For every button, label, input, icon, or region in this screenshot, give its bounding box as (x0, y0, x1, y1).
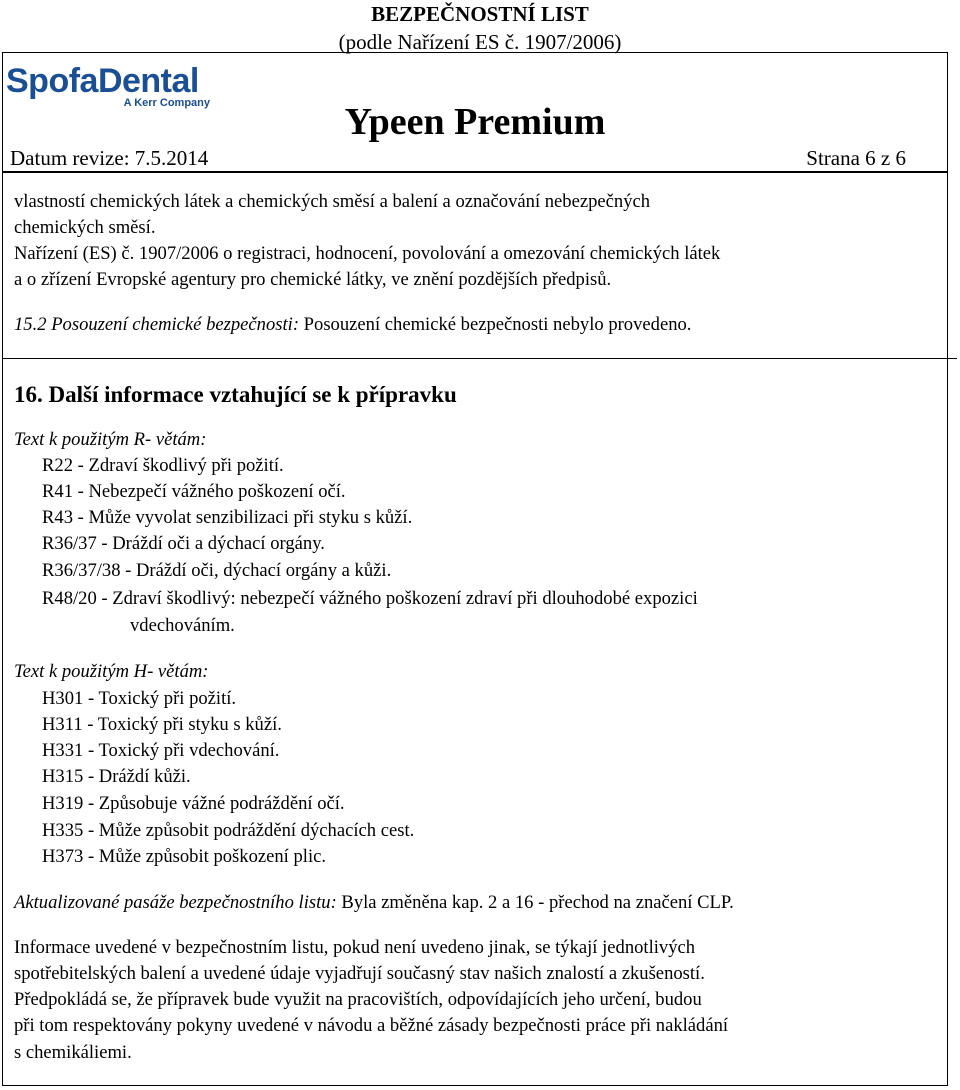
updated-passages-value: Byla změněna kap. 2 a 16 - přechod na značení CLP. (336, 892, 734, 913)
info-line: Informace uvedené v bezpečnostním listu, pokud není uvedeno jinak, se týkají jednotlivých (14, 937, 696, 958)
h-phrase-item: H315 - Dráždí kůži. (42, 766, 191, 787)
h-phrase-item: H331 - Toxický při vdechování. (42, 740, 280, 761)
text-line: chemických směsí. (14, 217, 156, 238)
info-line: spotřebitelských balení a uvedené údaje vyjadřují současný stav našich znalostí a zkušeností. (14, 963, 705, 984)
section-divider (2, 358, 957, 359)
product-name: Ypeen Premium (344, 101, 606, 143)
text-line: a o zřízení Evropské agentury pro chemické látky, ve znění pozdějších předpisů. (14, 269, 612, 290)
info-line: Předpokládá se, že přípravek bude využit na pracovištích, odpovídajících jeho určení, budou (14, 989, 702, 1010)
text-line: Nařízení (ES) č. 1907/2006 o registraci, hodnocení, povolování a omezování chemických látek (14, 243, 721, 264)
r-phrase-item: R43 - Může vyvolat senzibilizaci při styku s kůží. (42, 507, 413, 528)
section-16-heading: 16. Další informace vztahující se k přípravku (14, 382, 457, 407)
section-15-2 (14, 314, 691, 336)
h-phrase-item: H335 - Může způsobit podráždění dýchacích cest. (42, 820, 415, 841)
h-phrase-item: H319 - Způsobuje vážné podráždění očí. (42, 793, 345, 814)
h-phrase-item: H373 - Může způsobit poškození plic. (42, 846, 327, 867)
updated-passages (14, 892, 734, 914)
r-phrase-item: R22 - Zdraví škodlivý při požití. (42, 455, 284, 476)
page-number: Strana 6 z 6 (806, 146, 906, 170)
h-phrase-item: H311 - Toxický při styku s kůží. (42, 714, 282, 735)
document-title: BEZPEČNOSTNÍ LIST (371, 2, 589, 26)
r-phrase-item-continuation: vdechováním. (130, 615, 235, 636)
r-phrase-item: R41 - Nebezpečí vážného poškození očí. (42, 481, 346, 502)
section-15-2-value: Posouzení chemické bezpečnosti nebylo provedeno. (299, 314, 692, 335)
logo-tagline: A Kerr Company (123, 97, 210, 109)
section-15-2-label: 15.2 Posouzení chemické bezpečnosti: (14, 314, 300, 335)
revision-date: Datum revize: 7.5.2014 (10, 146, 209, 170)
logo-wordmark: SpofaDental (6, 62, 199, 100)
r-phrase-item: R36/37/38 - Dráždí oči, dýchací orgány a kůži. (42, 560, 392, 581)
info-line: s chemikáliemi. (14, 1042, 132, 1063)
updated-passages-label: Aktualizované pasáže bezpečnostního listu: (14, 892, 337, 913)
text-line: vlastností chemických látek a chemických směsí a balení a označování nebezpečných (14, 191, 651, 212)
r-phrase-item: R48/20 - Zdraví škodlivý: nebezpečí vážného poškození zdraví při dlouhodobé expozici (42, 588, 698, 609)
regulation-subtitle: (podle Nařízení ES č. 1907/2006) (338, 30, 622, 54)
info-line: při tom respektovány pokyny uvedené v návodu a běžné zásady bezpečnosti práce při nakládání (14, 1015, 729, 1036)
r-phrases-heading: Text k použitým R- větám: (14, 429, 207, 450)
h-phrase-item: H301 - Toxický při požití. (42, 688, 237, 709)
r-phrase-item: R36/37 - Dráždí oči a dýchací orgány. (42, 533, 325, 554)
h-phrases-heading: Text k použitým H- větám: (14, 661, 209, 682)
